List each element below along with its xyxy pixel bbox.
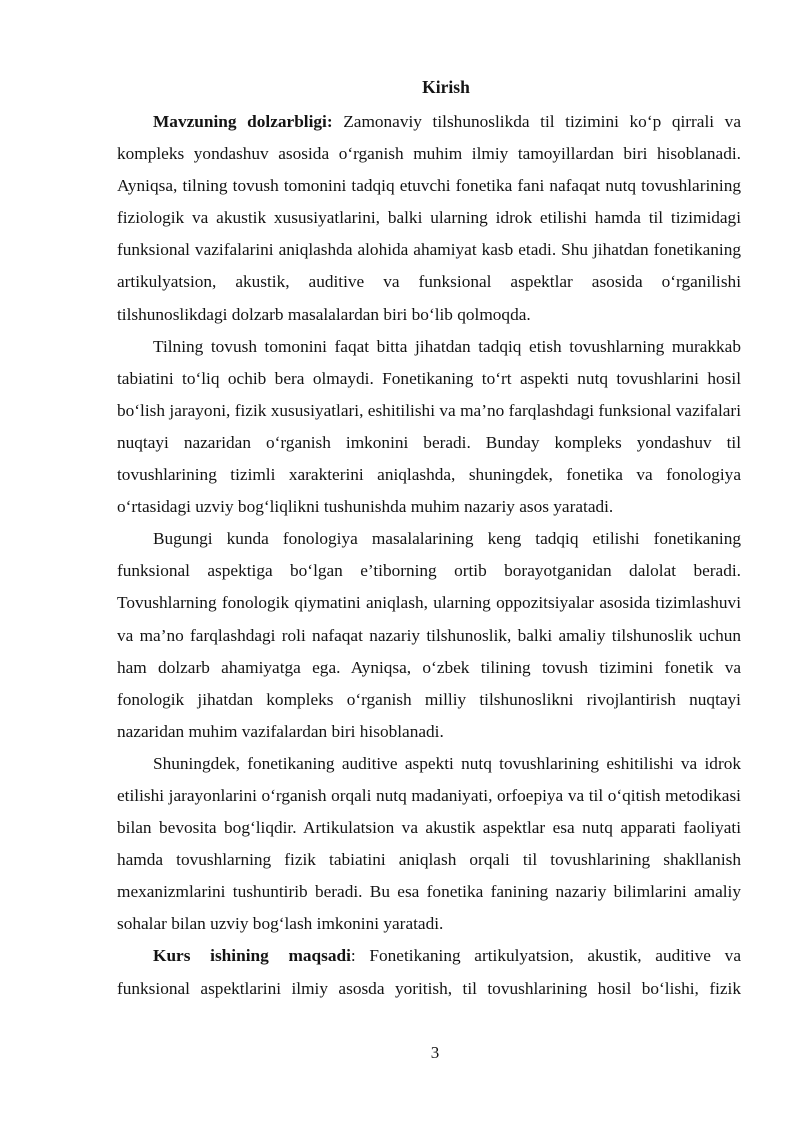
paragraph-text: Zamonaviy tilshunoslikda til tizimini ko‘p qirrali va kompleks yondashuv asosida o‘rganish muhim ilmiy tamoyillardan biri hisoblanadi. Ayniqsa, tilning tovush tomonini tadqiq etuvchi fonetika fani nafaqat nutq tovushlarining fiziologik va akustik xususiyatlarini, balki ularning idrok etilishi hamda til tizimidagi funksional vazifalarini aniqlashda alohida ahamiyat kasb etadi. Shu jihatdan fonetikaning artikulyatsion, akustik, auditive va funksional aspektlar asosida o‘rganilishi tilshunoslikdagi dolzarb masalalardan biri bo‘lib qolmoqda. [117, 112, 741, 324]
paragraph-lead: Kurs ishining maqsadi [153, 946, 351, 966]
paragraph-text: Tilning tovush tomonini faqat bitta jihatdan tadqiq etish tovushlarning murakkab tabiatini to‘liq ochib bera olmaydi. Fonetikaning to‘rt aspekti nutq tovushlarini hosil bo‘lish jarayoni, fizik xususiyatlari, eshitilishi va ma’no farqlashdagi funksional vazifalari nuqtayi nazaridan o‘rganish imkonini beradi. Bunday kompleks yondashuv til tovushlarining tizimli xarakterini aniqlashda, shuningdek, fonetika va fonologiya o‘rtasidagi uzviy bog‘liqlikni tushunishda muhim nazariy asos yaratadi. [117, 336, 741, 517]
paragraph-text: : Fonetikaning artikulyatsion, akustik, auditive va funksional aspektlarini ilmiy asosda yoritish, til tovushlarining hosil bo‘lishi, fizik [117, 946, 741, 998]
body-text [117, 106, 741, 1005]
paragraph-lead: Mavzuning dolzarbligi: [153, 112, 333, 131]
paragraph-auditive [117, 748, 741, 941]
section-heading: Kirish [422, 77, 470, 97]
paragraph-phonology [117, 523, 741, 748]
page-number: 3 [430, 1043, 440, 1062]
paragraph-text: Shuningdek, fonetikaning auditive aspekti nutq tovushlarining eshitilishi va idrok etilishi jarayonlarini o‘rganish orqali nutq madaniyati, orfoepiya va til o‘qitish metodikasi bilan bevosita bog‘liqdir. Artikulatsion va akustik aspektlar esa nutq apparati faoliyati hamda tovushlarning fizik tabiatini aniqlash orqali til tovushlarining shakllanish mexanizmlarini tushuntirib beradi. Bu esa fonetika fanining nazariy bilimlarini amaliy sohalar bilan uzviy bog‘lash imkonini yaratadi. [117, 753, 741, 934]
paragraph-aspects [117, 331, 741, 524]
paragraph-relevance [117, 106, 741, 331]
paragraph-text: Bugungi kunda fonologiya masalalarining keng tadqiq etilishi fonetikaning funksional aspektiga bo‘lgan e’tiborning ortib borayotganidan dalolat beradi. Tovushlarning fonologik qiymatini aniqlash, ularning oppozitsiyalar asosida tizimlashuvi va ma’no farqlashdagi roli nafaqat nazariy tilshunoslik, balki amaliy tilshunoslik uchun ham dolzarb ahamiyatga ega. Ayniqsa, o‘zbek tilining tovush tizimini fonetik va fonologik jihatdan kompleks o‘rganish milliy tilshunoslikni rivojlantirish nuqtayi nazaridan muhim vazifalardan biri hisoblanadi. [117, 529, 741, 741]
paragraph-goal [117, 940, 741, 1004]
